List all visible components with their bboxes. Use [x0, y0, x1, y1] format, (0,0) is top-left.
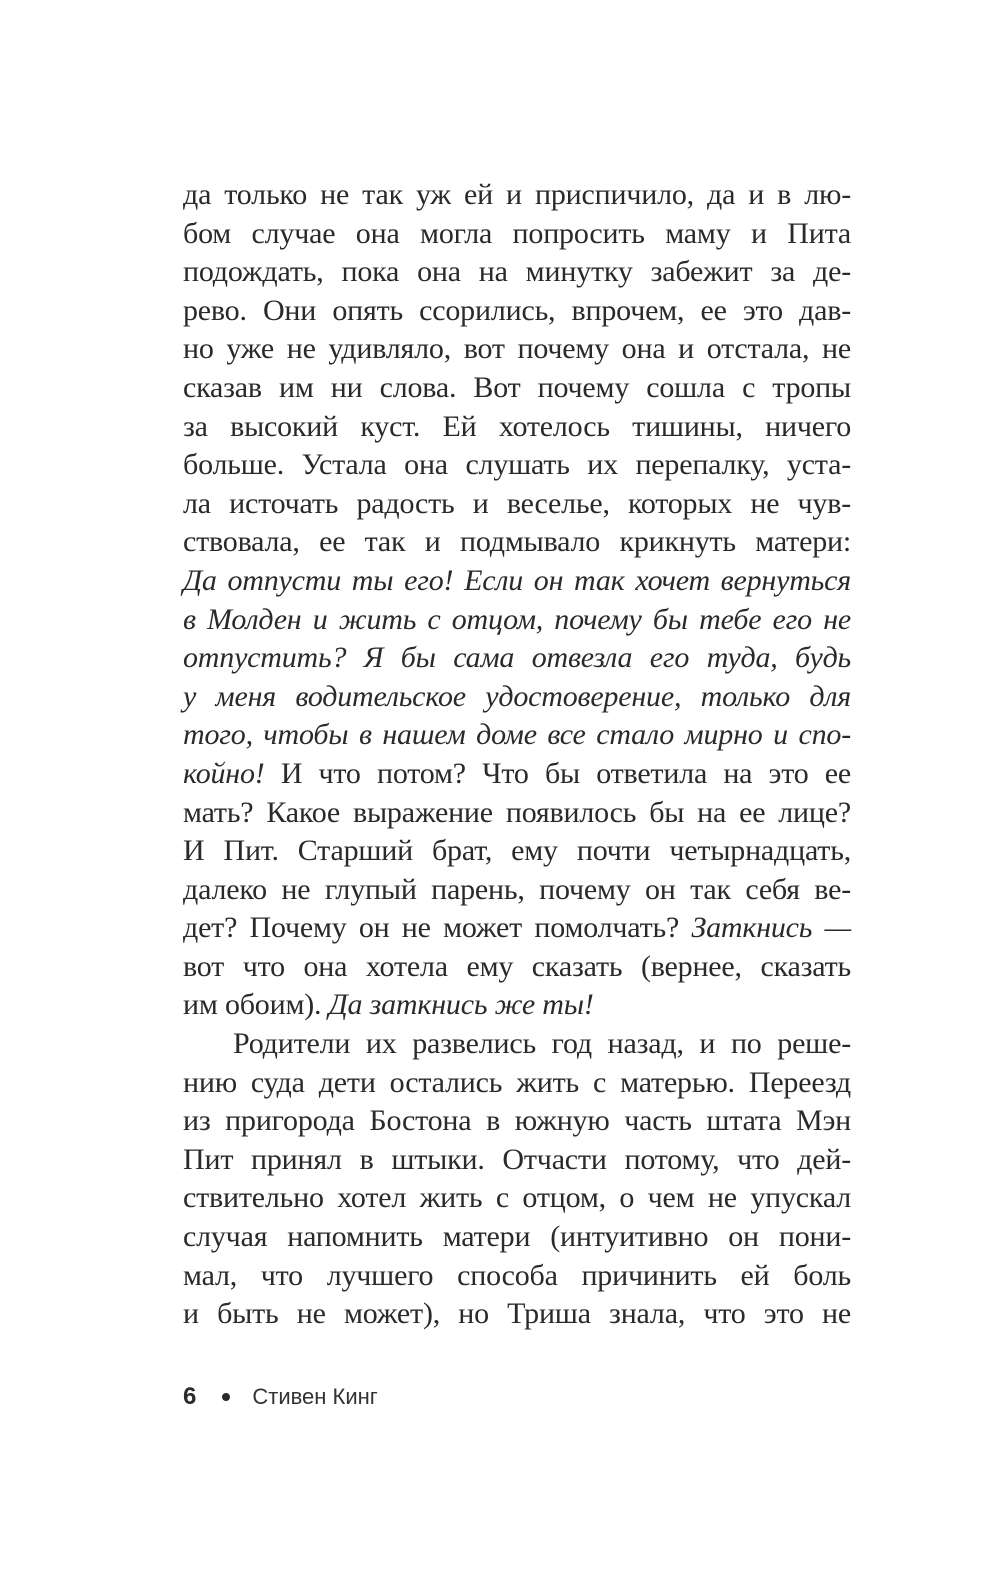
text-line [183, 446, 851, 485]
text-segment: Родители их развелись год назад, и по реше- [233, 1027, 851, 1061]
text-line [183, 485, 851, 524]
text-line [183, 1102, 851, 1141]
text-segment: и быть не может), но Триша знала, что это не [183, 1297, 851, 1331]
text-segment: рево. Они опять ссорились, впрочем, ее это дав- [183, 293, 851, 327]
text-line [183, 1257, 851, 1296]
text-segment: мал, что лучшего способа причинить ей боль [183, 1258, 851, 1292]
text-line [183, 523, 851, 562]
text-segment: нию суда дети остались жить с матерью. Переезд [183, 1065, 851, 1099]
text-segment: подождать, пока она на минутку забежит за де- [183, 255, 851, 289]
text-line [183, 369, 851, 408]
italic-text: койно! [183, 756, 265, 790]
page-number: 6 [183, 1383, 197, 1410]
text-segment: им обоим). [183, 988, 329, 1022]
text-line [183, 909, 851, 948]
italic-text: отпустить? Я бы сама отвезла его туда, будь [183, 641, 851, 675]
text-segment: бом случае она могла попросить маму и Пита [183, 216, 851, 250]
text-segment: случая напомнить матери (интуитивно он пони- [183, 1220, 851, 1254]
text-line [183, 601, 851, 640]
text-line [183, 215, 851, 254]
bullet-separator [222, 1393, 230, 1401]
text-line [183, 716, 851, 755]
text-segment: да только не так уж ей и приспичило, да и в лю- [183, 178, 851, 211]
text-line [183, 1295, 851, 1334]
text-segment: вот что она хотела ему сказать (вернее, сказать [183, 949, 851, 983]
text-segment: ствовала, ее так и подмывало крикнуть матери: [183, 525, 851, 559]
text-line [183, 678, 851, 717]
text-line [183, 1141, 851, 1180]
text-line [183, 832, 851, 871]
text-line [183, 1064, 851, 1103]
text-line [183, 1025, 851, 1064]
italic-text: у меня водительское удостоверение, только для [183, 679, 851, 713]
text-line [183, 871, 851, 910]
text-segment: но уже не удивляло, вот почему она и отстала, не [183, 332, 851, 366]
text-line [183, 562, 851, 601]
text-segment: сказав им ни слова. Вот почему сошла с тропы [183, 370, 851, 404]
text-line [183, 408, 851, 447]
text-line [183, 253, 851, 292]
text-line [183, 1218, 851, 1257]
text-line [183, 639, 851, 678]
text-line [183, 948, 851, 987]
body-text [183, 176, 851, 1334]
text-segment: ствительно хотел жить с отцом, о чем не упускал [183, 1181, 851, 1215]
text-line [183, 986, 851, 1025]
italic-text: в Молден и жить с отцом, почему бы тебе его не [183, 602, 851, 636]
text-segment: мать? Какое выражение появилось бы на ее лице? [183, 795, 851, 829]
page-footer [183, 1383, 378, 1411]
italic-text: Да заткнись же ты! [328, 988, 594, 1022]
text-segment: из пригорода Бостона в южную часть штата Мэн [183, 1104, 851, 1138]
text-segment: Пит принял в штыки. Отчасти потому, что дей- [183, 1142, 851, 1176]
text-segment: И что потом? Что бы ответила на это ее [264, 756, 851, 790]
italic-text: Заткнись — [691, 911, 852, 945]
running-author: Стивен Кинг [252, 1384, 378, 1409]
text-segment: И Пит. Старший брат, ему почти четырнадцать, [183, 834, 851, 868]
text-segment: дет? Почему он не может помолчать? [183, 911, 692, 945]
text-line [183, 794, 851, 833]
text-line [183, 176, 851, 215]
text-segment: далеко не глупый парень, почему он так себя ве- [183, 872, 851, 906]
text-line [183, 1179, 851, 1218]
text-segment: больше. Устала она слушать их перепалку, уста- [183, 448, 851, 482]
text-line [183, 755, 851, 794]
italic-text: того, чтобы в нашем доме все стало мирно и спо- [183, 718, 851, 752]
text-segment: за высокий куст. Ей хотелось тишины, ничего [183, 409, 851, 443]
text-line [183, 292, 851, 331]
italic-text: Да отпусти ты его! Если он так хочет вернуться [183, 563, 851, 597]
text-line [183, 330, 851, 369]
text-segment: ла источать радость и веселье, которых не чув- [183, 486, 851, 520]
